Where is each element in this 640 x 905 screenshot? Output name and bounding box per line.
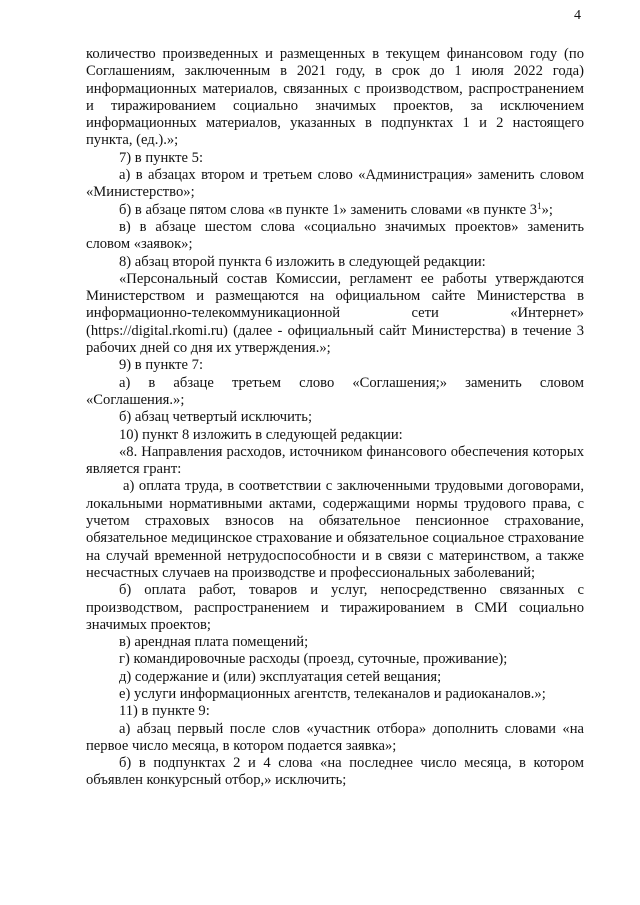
paragraph-item-7: 7) в пункте 5: xyxy=(119,149,204,166)
paragraph-item-9: 9) в пункте 7: xyxy=(119,357,204,374)
paragraph-8d: г) командировочные расходы (проезд, суточные, проживание); xyxy=(119,651,508,668)
paragraph-8e: д) содержание и (или) эксплуатация сетей вещания; xyxy=(119,668,442,685)
paragraph-8-quote: «Персональный состав Комиссии, регламент ее работы утверждаются Министерством и размещаются на официальном сайте Министерства в информационно-телекоммуникационной сети «Интернет» (https://digital.rkomi.ru) (далее - официальный сайт Министерства) в течение 3 рабочих дней со дня их утверждения.»; xyxy=(86,270,584,357)
paragraph-9b: б) абзац четвертый исключить; xyxy=(119,409,313,426)
paragraph-item-11: 11) в пункте 9: xyxy=(119,703,210,720)
document-body xyxy=(86,46,584,790)
paragraph-11a: а) абзац первый после слов «участник отбора» дополнить словами «на первое число месяца, в котором подается заявка»; xyxy=(86,720,584,754)
paragraph-8a: а) оплата труда, в соответствии с заключенными трудовыми договорами, локальными нормативными актами, содержащими нормы трудового права, с учетом страховых взносов на обязательное пенсионное страхование, обязательное медицинское страхование и обязательное социальное страхование на случай временной нетрудоспособности и в связи с материнством, а также несчастных случаев на производстве и профессиональных заболеваний; xyxy=(86,478,584,581)
paragraph-item-8: 8) абзац второй пункта 6 изложить в следующей редакции: xyxy=(119,253,486,270)
paragraph-7a: а) в абзацах втором и третьем слово «Администрация» заменить словом «Министерство»; xyxy=(86,167,584,201)
paragraph-8c: в) арендная плата помещений; xyxy=(119,634,309,651)
paragraph-8-heading: «8. Направления расходов, источником финансового обеспечения которых является грант: xyxy=(86,443,584,478)
paragraph-item-10: 10) пункт 8 изложить в следующей редакции: xyxy=(119,426,403,443)
paragraph-continuation: количество произведенных и размещенных в текущем финансовом году (по Соглашениям, заключенным в 2021 году, в срок до 1 июля 2022 года) информационных материалов, связанных с производством, распространением и тиражированием социально значимых проектов, за исключением информационных материалов, указанных в подпунктах 1 и 2 настоящего пункта, (ед.).»; xyxy=(86,46,584,149)
paragraph-9a: а) в абзаце третьем слово «Соглашения;» заменить словом «Соглашения.»; xyxy=(86,374,584,408)
paragraph-7b xyxy=(86,202,584,219)
paragraph-7b-superscript: 1 xyxy=(537,200,542,211)
paragraph-11b: б) в подпунктах 2 и 4 слова «на последнее число месяца, в котором объявлен конкурсный отбор,» исключить; xyxy=(86,755,584,789)
paragraph-7c: в) в абзаце шестом слова «социально значимых проектов» заменить словом «заявок»; xyxy=(86,218,584,253)
paragraph-8f: е) услуги информационных агентств, телеканалов и радиоканалов.»; xyxy=(119,685,546,702)
paragraph-8b: б) оплата работ, товаров и услуг, непосредственно связанных с производством, распространением и тиражированием в СМИ социально значимых проектов; xyxy=(86,582,584,633)
page-number: 4 xyxy=(574,8,581,23)
paragraph-7b-text: б) в абзаце пятом слова «в пункте 1» заменить словами «в пункте 3 xyxy=(119,201,538,218)
paragraph-7b-tail: »; xyxy=(541,201,553,218)
